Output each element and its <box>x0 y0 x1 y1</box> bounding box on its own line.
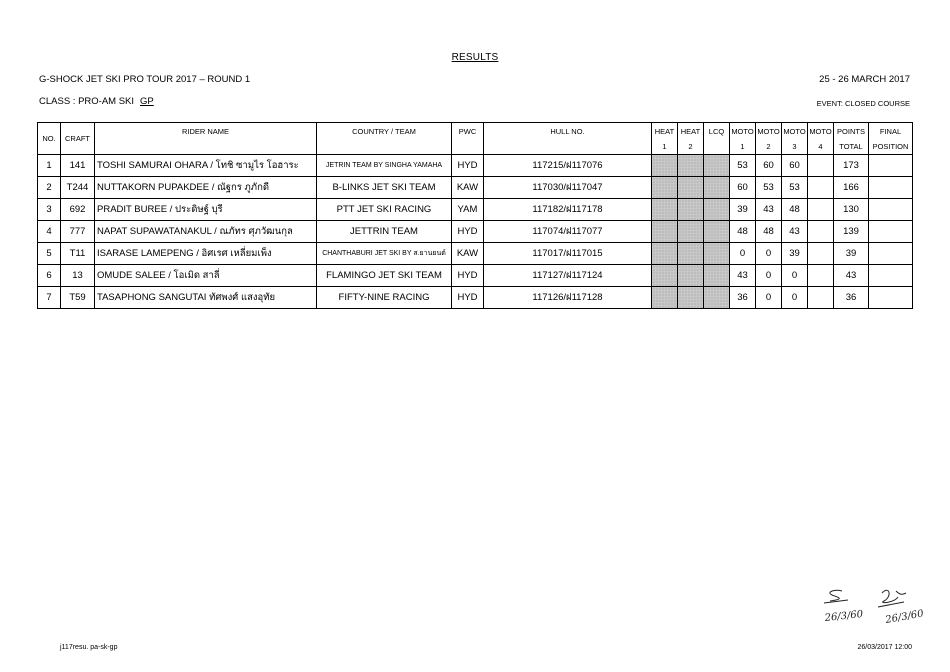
col-pwc-sub <box>452 139 484 155</box>
cell-heat2 <box>678 287 704 309</box>
cell-rider: ISARASE LAMEPENG / อิศเรศ เหลี่ยมเพ็ง <box>95 243 317 265</box>
cell-team: CHANTHABURI JET SKI BY ส.ยานยนต์ <box>317 243 452 265</box>
cell-final <box>869 221 913 243</box>
results-table <box>37 122 913 309</box>
col-points: POINTS <box>834 123 869 140</box>
cell-craft: 692 <box>61 199 95 221</box>
cell-heat2 <box>678 177 704 199</box>
cell-lcq <box>704 243 730 265</box>
col-craft: CRAFT <box>61 123 95 155</box>
cell-lcq <box>704 177 730 199</box>
cell-hull: 117126/ฝ117128 <box>484 287 652 309</box>
cell-craft: T11 <box>61 243 95 265</box>
cell-final <box>869 177 913 199</box>
cell-points: 36 <box>834 287 869 309</box>
cell-moto4 <box>808 287 834 309</box>
cell-moto1: 0 <box>730 243 756 265</box>
class-value: GP <box>140 96 154 107</box>
cell-heat2 <box>678 221 704 243</box>
cell-moto1: 48 <box>730 221 756 243</box>
col-lcq: LCQ <box>704 123 730 140</box>
col-points-sub: TOTAL <box>834 139 869 155</box>
cell-points: 139 <box>834 221 869 243</box>
cell-moto4 <box>808 243 834 265</box>
col-final-sub: POSITION <box>869 139 913 155</box>
cell-points: 130 <box>834 199 869 221</box>
cell-heat1 <box>652 243 678 265</box>
signature-date-2: 26/3/60 <box>884 608 925 626</box>
cell-moto4 <box>808 221 834 243</box>
cell-points: 43 <box>834 265 869 287</box>
col-moto3: MOTO <box>782 123 808 140</box>
cell-points: 166 <box>834 177 869 199</box>
cell-hull: 117182/ฝ117178 <box>484 199 652 221</box>
cell-heat1 <box>652 177 678 199</box>
cell-moto3: 0 <box>782 287 808 309</box>
col-moto4-sub: 4 <box>808 139 834 155</box>
col-rider-sub <box>95 139 317 155</box>
cell-moto2: 60 <box>756 155 782 177</box>
table-row <box>38 287 913 309</box>
cell-craft: 141 <box>61 155 95 177</box>
cell-heat2 <box>678 243 704 265</box>
table-row <box>38 155 913 177</box>
cell-heat2 <box>678 155 704 177</box>
cell-rider: TOSHI SAMURAI OHARA / โทชิ ซามูไร โอฮาระ <box>95 155 317 177</box>
cell-final <box>869 287 913 309</box>
page-title: RESULTS <box>451 52 499 63</box>
signature-mark-1 <box>824 590 848 603</box>
cell-heat1 <box>652 155 678 177</box>
cell-no: 7 <box>38 287 61 309</box>
col-heat1-sub: 1 <box>652 139 678 155</box>
cell-pwc: KAW <box>452 177 484 199</box>
cell-points: 39 <box>834 243 869 265</box>
cell-no: 4 <box>38 221 61 243</box>
col-moto2-sub: 2 <box>756 139 782 155</box>
cell-lcq <box>704 265 730 287</box>
cell-heat2 <box>678 199 704 221</box>
col-final: FINAL <box>869 123 913 140</box>
col-moto2: MOTO <box>756 123 782 140</box>
cell-no: 5 <box>38 243 61 265</box>
cell-moto3: 43 <box>782 221 808 243</box>
col-hull: HULL NO. <box>484 123 652 140</box>
cell-rider: NAPAT SUPAWATANAKUL / ณภัทร ศุภวัฒนกุล <box>95 221 317 243</box>
class-label: CLASS : PRO-AM SKI <box>39 96 135 107</box>
cell-moto1: 36 <box>730 287 756 309</box>
class-line <box>39 96 154 107</box>
table-row <box>38 177 913 199</box>
cell-heat2 <box>678 265 704 287</box>
cell-craft: 777 <box>61 221 95 243</box>
cell-hull: 117074/ฝ117077 <box>484 221 652 243</box>
cell-rider: OMUDE SALEE / โอเมิด สาลี่ <box>95 265 317 287</box>
col-team-sub <box>317 139 452 155</box>
cell-heat1 <box>652 221 678 243</box>
cell-moto3: 0 <box>782 265 808 287</box>
event-date: 25 - 26 MARCH 2017 <box>819 74 910 85</box>
event-type: EVENT: CLOSED COURSE <box>816 99 910 108</box>
col-heat1: HEAT <box>652 123 678 140</box>
cell-moto3: 48 <box>782 199 808 221</box>
col-pwc: PWC <box>452 123 484 140</box>
cell-moto2: 53 <box>756 177 782 199</box>
cell-heat1 <box>652 287 678 309</box>
cell-lcq <box>704 221 730 243</box>
cell-craft: T244 <box>61 177 95 199</box>
table-row <box>38 243 913 265</box>
cell-lcq <box>704 287 730 309</box>
cell-team: PTT JET SKI RACING <box>317 199 452 221</box>
cell-pwc: HYD <box>452 287 484 309</box>
print-timestamp: 26/03/2017 12:00 <box>857 644 912 651</box>
event-name: G-SHOCK JET SKI PRO TOUR 2017 – ROUND 1 <box>39 74 251 85</box>
cell-rider: PRADIT BUREE / ประดิษฐ์ บุรี <box>95 199 317 221</box>
cell-team: B-LINKS JET SKI TEAM <box>317 177 452 199</box>
cell-moto2: 0 <box>756 287 782 309</box>
cell-hull: 117030/ฝ117047 <box>484 177 652 199</box>
cell-moto4 <box>808 177 834 199</box>
col-moto3-sub: 3 <box>782 139 808 155</box>
cell-heat1 <box>652 199 678 221</box>
cell-final <box>869 199 913 221</box>
cell-craft: T59 <box>61 287 95 309</box>
cell-pwc: YAM <box>452 199 484 221</box>
col-lcq-sub <box>704 139 730 155</box>
cell-moto2: 0 <box>756 243 782 265</box>
cell-rider: NUTTAKORN PUPAKDEE / ณัฐกร ภูภักดี <box>95 177 317 199</box>
cell-moto2: 43 <box>756 199 782 221</box>
cell-moto2: 0 <box>756 265 782 287</box>
cell-no: 6 <box>38 265 61 287</box>
cell-no: 3 <box>38 199 61 221</box>
cell-moto3: 60 <box>782 155 808 177</box>
cell-team: FLAMINGO JET SKI TEAM <box>317 265 452 287</box>
cell-moto1: 39 <box>730 199 756 221</box>
cell-pwc: KAW <box>452 243 484 265</box>
cell-rider: TASAPHONG SANGUTAI ทัศพงศ์ แสงอุทัย <box>95 287 317 309</box>
col-moto1-sub: 1 <box>730 139 756 155</box>
cell-moto4 <box>808 265 834 287</box>
cell-hull: 117215/ฝ117076 <box>484 155 652 177</box>
cell-final <box>869 155 913 177</box>
cell-lcq <box>704 199 730 221</box>
col-rider: RIDER NAME <box>95 123 317 140</box>
cell-moto3: 53 <box>782 177 808 199</box>
cell-team: JETTRIN TEAM <box>317 221 452 243</box>
col-heat2: HEAT <box>678 123 704 140</box>
cell-team: FIFTY-NINE RACING <box>317 287 452 309</box>
cell-moto4 <box>808 155 834 177</box>
cell-points: 173 <box>834 155 869 177</box>
cell-craft: 13 <box>61 265 95 287</box>
cell-hull: 117017/ฝ117015 <box>484 243 652 265</box>
col-heat2-sub: 2 <box>678 139 704 155</box>
cell-heat1 <box>652 265 678 287</box>
file-reference: j117resu. pa-sk-gp <box>60 644 118 651</box>
table-row <box>38 221 913 243</box>
cell-hull: 117127/ฝ117124 <box>484 265 652 287</box>
cell-moto4 <box>808 199 834 221</box>
cell-lcq <box>704 155 730 177</box>
table-row <box>38 265 913 287</box>
cell-pwc: HYD <box>452 265 484 287</box>
col-team: COUNTRY / TEAM <box>317 123 452 140</box>
col-hull-sub <box>484 139 652 155</box>
cell-pwc: HYD <box>452 155 484 177</box>
cell-no: 2 <box>38 177 61 199</box>
cell-final <box>869 265 913 287</box>
signature <box>820 585 930 630</box>
cell-final <box>869 243 913 265</box>
cell-moto1: 43 <box>730 265 756 287</box>
cell-moto1: 60 <box>730 177 756 199</box>
cell-moto2: 48 <box>756 221 782 243</box>
col-moto1: MOTO <box>730 123 756 140</box>
col-no: NO. <box>38 123 61 155</box>
table-row <box>38 199 913 221</box>
cell-no: 1 <box>38 155 61 177</box>
cell-team: JETRIN TEAM BY SINGHA YAMAHA <box>317 155 452 177</box>
cell-pwc: HYD <box>452 221 484 243</box>
signature-date-1: 26/3/60 <box>824 609 864 624</box>
cell-moto1: 53 <box>730 155 756 177</box>
cell-moto3: 39 <box>782 243 808 265</box>
signature-mark-2 <box>878 590 906 607</box>
col-moto4: MOTO <box>808 123 834 140</box>
